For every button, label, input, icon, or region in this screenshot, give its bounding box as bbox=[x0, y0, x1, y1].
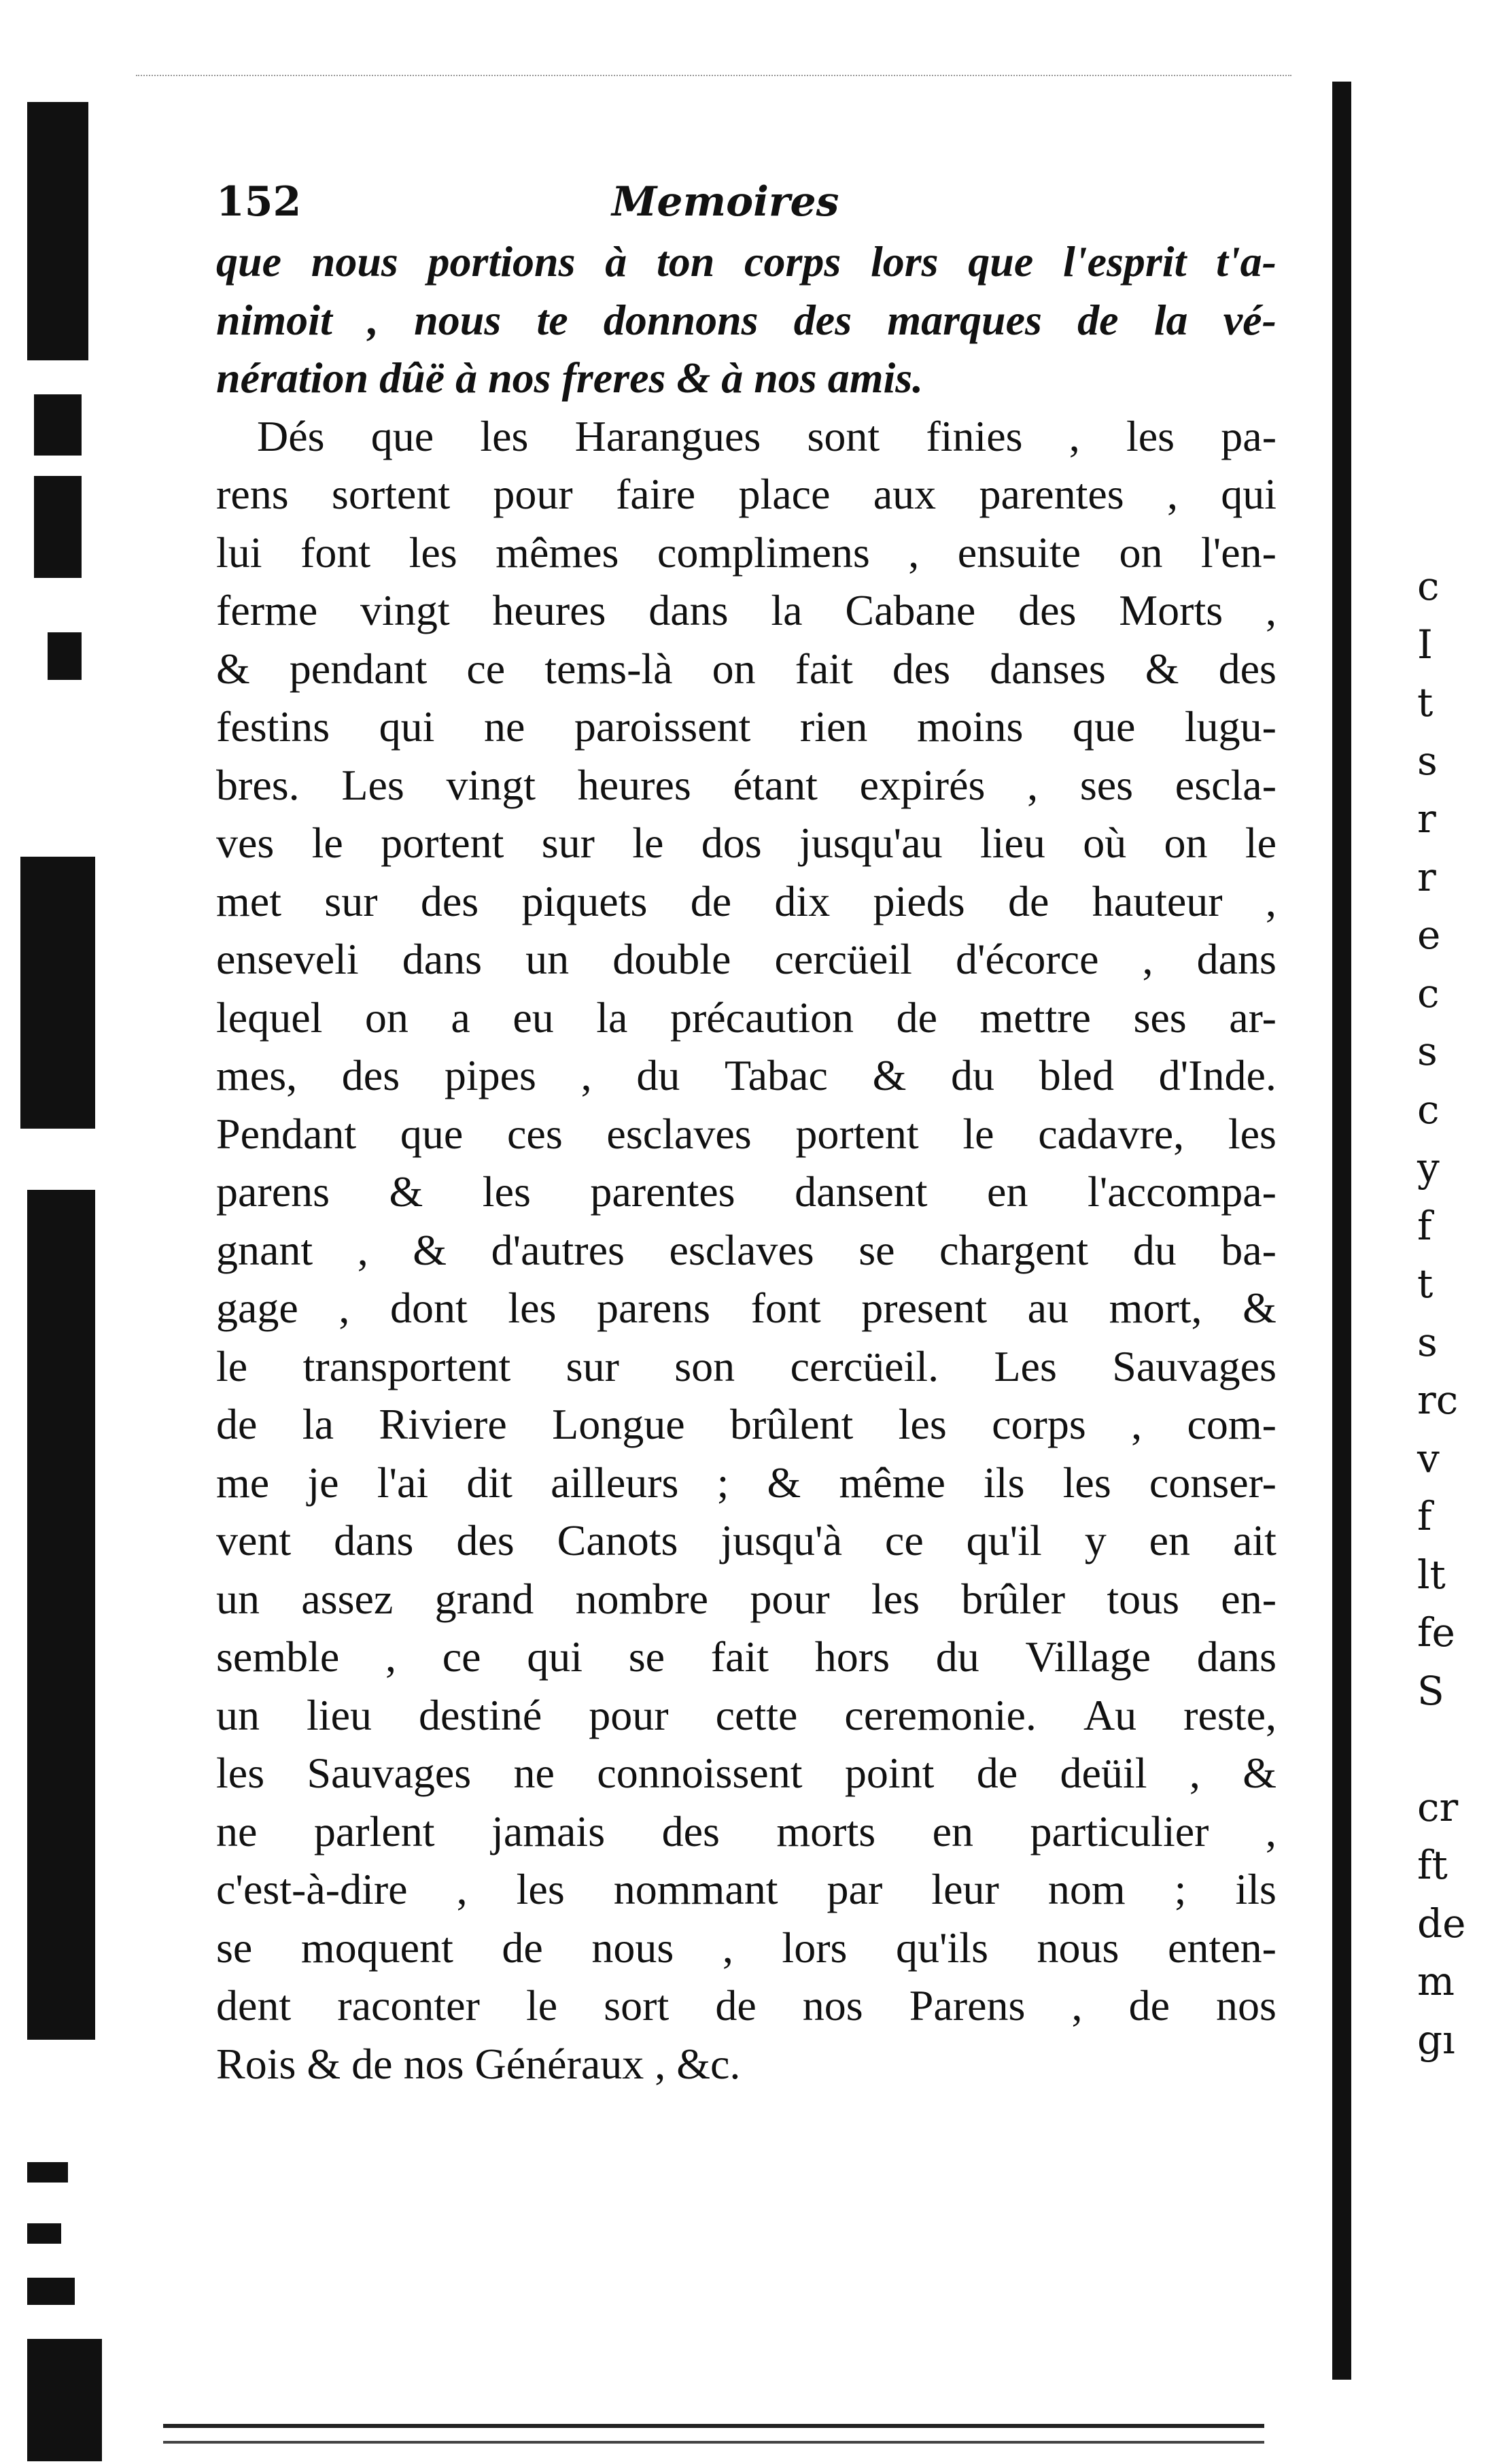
page-number: 152 bbox=[216, 178, 302, 226]
text-line: que nous portions à ton corps lors que l'esprit t'a- bbox=[216, 237, 1276, 286]
text-line: ferme vingt heures dans la Cabane des Morts , bbox=[216, 586, 1276, 634]
bleed-letter: cr bbox=[1417, 1783, 1459, 1830]
text-line: se moquent de nous , lors qu'ils nous enten- bbox=[216, 1923, 1276, 1972]
text-line: festins qui ne paroissent rien moins que lugu- bbox=[216, 702, 1276, 751]
text-line: de la Riviere Longue brûlent les corps , com- bbox=[216, 1400, 1276, 1448]
text-line: me je l'ai dit ailleurs ; & même ils les conser- bbox=[216, 1458, 1276, 1507]
text-line: les Sauvages ne connoissent point de deüil , & bbox=[216, 1749, 1276, 1797]
text-line: Pendant que ces esclaves portent le cadavre, les bbox=[216, 1109, 1276, 1158]
bleed-letter: rc bbox=[1417, 1377, 1459, 1423]
text-line: lui font les mêmes complimens , ensuite on l'en- bbox=[216, 528, 1276, 577]
scan-bottom-line bbox=[163, 2424, 1264, 2428]
text-line: semble , ce qui se fait hors du Village dans bbox=[216, 1632, 1276, 1681]
text-line: rens sortent pour faire place aux parentes , qui bbox=[216, 470, 1276, 518]
bleed-letter: c bbox=[1417, 1086, 1440, 1133]
text-line: le transportent sur son cercüeil. Les Sauvages bbox=[216, 1341, 1276, 1390]
scan-bottom-line-2 bbox=[163, 2441, 1264, 2444]
text-line: enseveli dans un double cercüeil d'écorce , dans bbox=[216, 935, 1276, 983]
bleed-letter: c bbox=[1417, 563, 1440, 609]
bleed-letter: f bbox=[1417, 1493, 1432, 1539]
text-line: bres. Les vingt heures étant expirés , ses escla- bbox=[216, 760, 1276, 809]
bleed-letter: lt bbox=[1417, 1551, 1446, 1598]
bleed-letter: t bbox=[1417, 1261, 1434, 1307]
bleed-letter: f bbox=[1417, 1202, 1432, 1249]
text-line: nération dûë à nos freres & à nos amis. bbox=[216, 354, 924, 402]
facing-page-bleed bbox=[1417, 558, 1499, 2069]
bleed-letter bbox=[1417, 1720, 1499, 1779]
bleed-letter: s bbox=[1417, 1028, 1438, 1074]
scan-right-rule bbox=[1332, 82, 1351, 2380]
bleed-letter: de bbox=[1417, 1900, 1466, 1947]
text-line: met sur des piquets de dix pieds de hauteur , bbox=[216, 876, 1276, 925]
bleed-letter: t bbox=[1417, 679, 1434, 725]
scan-top-specks bbox=[136, 75, 1291, 83]
bleed-letter: s bbox=[1417, 737, 1438, 784]
text-line: gage , dont les parens font present au mort, & bbox=[216, 1284, 1276, 1332]
text-line: nimoit , nous te donnons des marques de la vé- bbox=[216, 295, 1276, 344]
bleed-letter: ft bbox=[1417, 1842, 1448, 1888]
text-line: Dés que les Harangues sont finies , les pa- bbox=[257, 411, 1276, 460]
text-line: un lieu destiné pour cette ceremonie. Au reste, bbox=[216, 1690, 1276, 1739]
text-line: ne parlent jamais des morts en particulier , bbox=[216, 1807, 1276, 1855]
text-line: un assez grand nombre pour les brûler tous en- bbox=[216, 1574, 1276, 1623]
bleed-letter: gı bbox=[1417, 2016, 1455, 2063]
scan-left-edge bbox=[20, 102, 102, 2454]
text-line: ves le portent sur le dos jusqu'au lieu où on le bbox=[216, 819, 1276, 867]
bleed-letter: e bbox=[1417, 912, 1441, 958]
bleed-letter: m bbox=[1417, 1958, 1455, 2004]
text-line: gnant , & d'autres esclaves se chargent du ba- bbox=[216, 1225, 1276, 1274]
bleed-letter: c bbox=[1417, 970, 1440, 1016]
text-line: & pendant ce tems-là on fait des danses & des bbox=[216, 644, 1276, 693]
bleed-letter: r bbox=[1417, 853, 1436, 900]
bleed-letter: I bbox=[1417, 621, 1433, 668]
text-line: vent dans des Canots jusqu'à ce qu'il y en ait bbox=[216, 1516, 1276, 1564]
bleed-letter: y bbox=[1417, 1144, 1440, 1191]
bleed-letter: S bbox=[1417, 1667, 1444, 1714]
bleed-letter: fe bbox=[1417, 1609, 1455, 1656]
text-line: mes, des pipes , du Tabac & du bled d'Inde. bbox=[216, 1051, 1276, 1099]
text-line: parens & les parentes dansent en l'accompa- bbox=[216, 1167, 1276, 1216]
page-text bbox=[216, 233, 1276, 2093]
text-line: lequel on a eu la précaution de mettre ses ar- bbox=[216, 993, 1276, 1042]
text-line: dent raconter le sort de nos Parens , de nos bbox=[216, 1981, 1276, 2030]
running-title: Memoires bbox=[612, 178, 839, 226]
text-line: Rois & de nos Généraux , &c. bbox=[216, 2039, 741, 2088]
text-line: c'est-à-dire , les nommant par leur nom ; ils bbox=[216, 1865, 1276, 1913]
bleed-letter: s bbox=[1417, 1318, 1438, 1365]
bleed-letter: r bbox=[1417, 795, 1436, 842]
bleed-letter: v bbox=[1417, 1435, 1440, 1482]
